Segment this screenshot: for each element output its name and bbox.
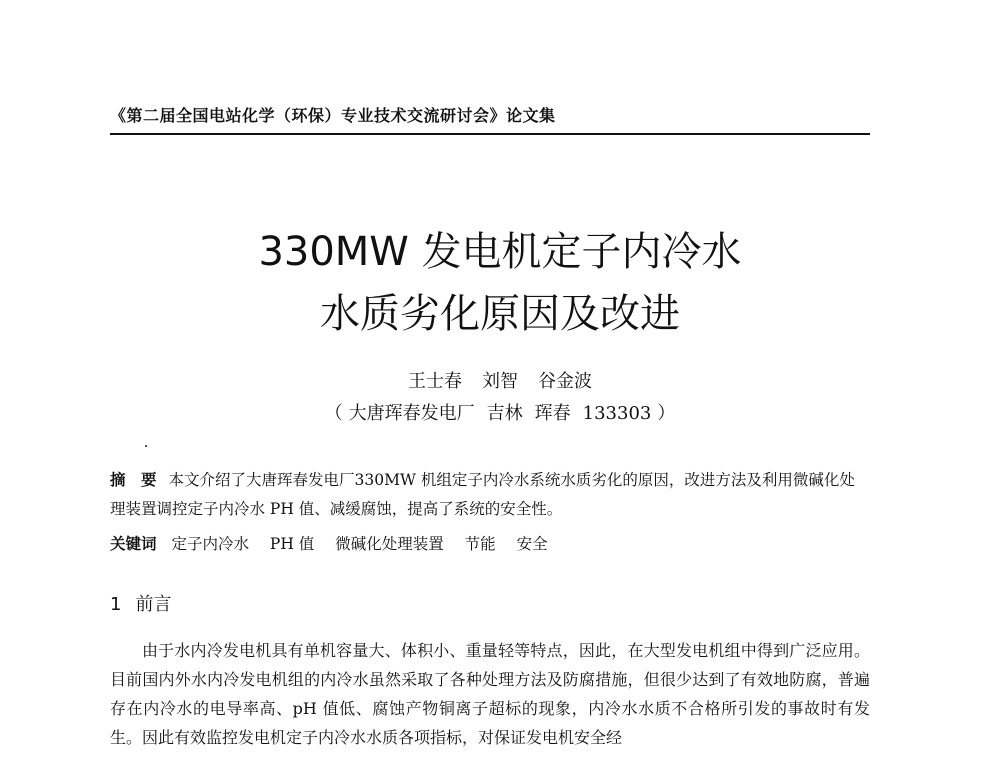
keyword: 安全 <box>516 535 548 553</box>
keyword: PH 值 <box>269 535 315 553</box>
scan-speck <box>145 445 147 447</box>
header-rule <box>110 133 870 135</box>
keyword: 定子内冷水 <box>171 535 249 553</box>
abstract <box>110 466 870 524</box>
affiliation <box>0 399 1000 425</box>
keyword: 微碱化处理装置 <box>335 535 444 553</box>
affiliation-org: 大唐珲春发电厂 <box>348 403 475 424</box>
abstract-label: 摘 要 <box>110 471 157 489</box>
section-heading <box>110 590 171 616</box>
section-title: 前言 <box>135 594 172 615</box>
section-number: 1 <box>110 594 122 615</box>
author-list <box>0 367 1000 393</box>
running-header: 《第二届全国电站化学（环保）专业技术交流研讨会》论文集 <box>110 106 556 125</box>
affiliation-province: 吉林 <box>486 403 523 424</box>
author-name: 王士春 <box>408 371 462 392</box>
paper-title-line-1: 330MW 发电机定子内冷水 <box>258 229 742 275</box>
keyword: 节能 <box>464 535 496 553</box>
author-name: 刘智 <box>482 371 518 392</box>
author-name: 谷金波 <box>538 371 592 392</box>
affiliation-postcode: 133303 <box>582 403 652 424</box>
abstract-text: 本文介绍了大唐珲春发电厂330MW 机组定子内冷水系统水质劣化的原因，改进方法及利用微碱化处理装置调控定子内冷水 PH 值、减缓腐蚀，提高了系统的安全性。 <box>110 471 855 518</box>
body-paragraph: 由于水内冷发电机具有单机容量大、体积小、重量轻等特点，因此，在大型发电机组中得到广泛应用。目前国内外水内冷发电机组的内冷水虽然采取了各种处理方法及防腐措施，但很少达到了有效地防腐，普遍存在内冷水的电导率高、pH 值低、腐蚀产物铜离子超标的现象，内冷水水质不合格所引发的事故时有发生。因此有效监控发电机定子内冷水水质各项指标，对保证发电机安全经 <box>110 641 870 747</box>
keywords <box>110 532 870 554</box>
affiliation-city: 珲春 <box>534 403 571 424</box>
paper-title-line-2: 水质劣化原因及改进 <box>320 291 680 337</box>
affiliation-open-paren: （ <box>324 403 343 424</box>
affiliation-close-paren: ） <box>657 403 676 424</box>
keywords-label: 关键词 <box>110 535 157 553</box>
